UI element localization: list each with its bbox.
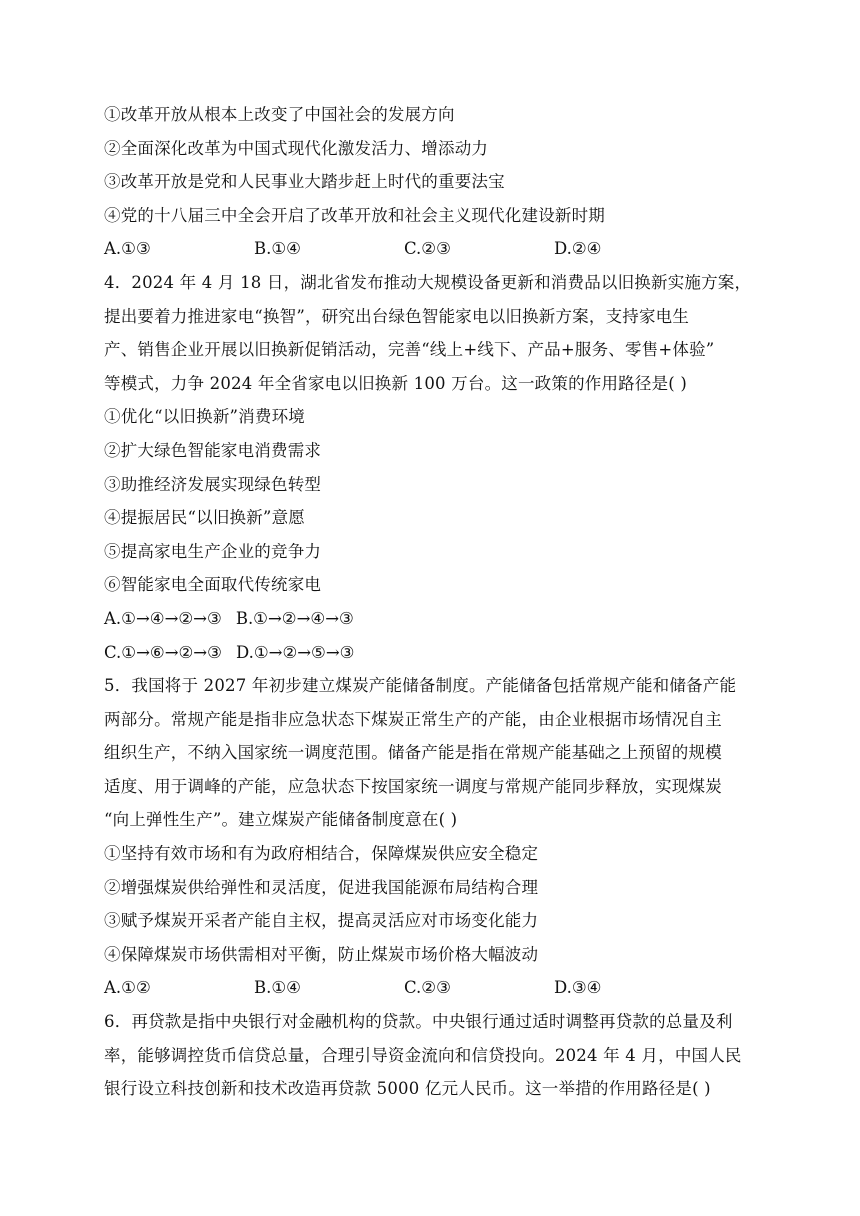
q3-item-2: ②全面深化改革为中国式现代化激发活力、增添动力 [104, 138, 489, 158]
q4-item-3: ③助推经济发展实现绿色转型 [104, 474, 322, 494]
q5-option-b: B.①④ [254, 978, 301, 998]
q3-option-c: C.②③ [404, 239, 451, 259]
q4-item-5: ⑤提高家电生产企业的竞争力 [104, 541, 322, 561]
q4-stem-line: 等模式，力争 2024 年全省家电以旧换新 100 万台。这一政策的作用路径是( ) [104, 373, 687, 393]
q4-stem-line: 产、销售企业开展以旧换新促销活动，完善“线上+线下、产品+服务、零售+体验” [104, 340, 715, 360]
q4-option-c: C.①→⑥→②→③ [104, 642, 222, 662]
q3-option-b: B.①④ [254, 239, 301, 259]
q4-stem-line: 提出要着力推进家电“换智”，研究出台绿色智能家电以旧换新方案，支持家电生 [104, 306, 690, 326]
q5-item-3: ③赋予煤炭开采者产能自主权，提高灵活应对市场变化能力 [104, 911, 539, 931]
question-4-stem [104, 266, 764, 400]
q5-item-4: ④保障煤炭市场供需相对平衡，防止煤炭市场价格大幅波动 [104, 944, 539, 964]
q5-option-a: A.①② [104, 978, 151, 998]
q4-item-6: ⑥智能家电全面取代传统家电 [104, 575, 322, 595]
q3-item-4: ④党的十八届三中全会开启了改革开放和社会主义现代化建设新时期 [104, 205, 605, 225]
q5-stem-line: 组织生产，不纳入国家统一调度范围。储备产能是指在常规产能基础之上预留的规模 [104, 743, 722, 763]
question-3-items [104, 98, 764, 232]
exam-page [104, 98, 764, 1106]
q4-item-2: ②扩大绿色智能家电消费需求 [104, 440, 322, 460]
q3-option-a: A.①③ [104, 239, 151, 259]
question-5-items [104, 837, 764, 971]
q4-option-a: A.①→④→②→③ [104, 608, 222, 628]
q5-option-d: D.③④ [554, 978, 602, 998]
q4-options-row-2 [104, 636, 764, 670]
q5-option-c: C.②③ [404, 978, 451, 998]
q4-stem-line: 4．2024 年 4 月 18 日，湖北省发布推动大规模设备更新和消费品以旧换新实施方案， [104, 272, 752, 292]
q5-stem-line: 5．我国将于 2027 年初步建立煤炭产能储备制度。产能储备包括常规产能和储备产能 [104, 676, 737, 696]
q5-item-1: ①坚持有效市场和有为政府相结合，保障煤炭供应安全稳定 [104, 844, 539, 864]
q4-option-b: B.①→②→④→③ [235, 608, 354, 628]
q3-item-1: ①改革开放从根本上改变了中国社会的发展方向 [104, 105, 455, 124]
q3-option-d: D.②④ [554, 239, 602, 259]
question-6-stem [104, 1005, 764, 1106]
q5-item-2: ②增强煤炭供给弹性和灵活度，促进我国能源布局结构合理 [104, 877, 539, 897]
q5-stem-line: 两部分。常规产能是指非应急状态下煤炭正常生产的产能，由企业根据市场情况自主 [104, 709, 722, 729]
q4-option-d: D.①→②→⑤→③ [235, 642, 355, 662]
question-5-stem [104, 669, 764, 837]
q4-options-row-1 [104, 602, 764, 636]
q5-stem-line: “向上弹性生产”。建立煤炭产能储备制度意在( ) [104, 810, 458, 830]
q4-item-4: ④提振居民“以旧换新”意愿 [104, 508, 305, 528]
q3-options [104, 232, 764, 266]
q6-stem-line: 6．再贷款是指中央银行对金融机构的贷款。中央银行通过适时调整再贷款的总量及利 [104, 1012, 733, 1032]
q3-item-3: ③改革开放是党和人民事业大踏步赶上时代的重要法宝 [104, 172, 505, 192]
q6-stem-line: 银行设立科技创新和技术改造再贷款 5000 亿元人民币。这一举措的作用路径是( ) [104, 1079, 711, 1099]
question-4-items [104, 400, 764, 602]
q5-stem-line: 适度、用于调峰的产能，应急状态下按国家统一调度与常规产能同步释放，实现煤炭 [104, 776, 722, 796]
q5-options [104, 971, 764, 1005]
q4-item-1: ①优化“以旧换新”消费环境 [104, 407, 305, 427]
q6-stem-line: 率，能够调控货币信贷总量，合理引导资金流向和信贷投向。2024 年 4 月，中国人民 [104, 1045, 742, 1065]
